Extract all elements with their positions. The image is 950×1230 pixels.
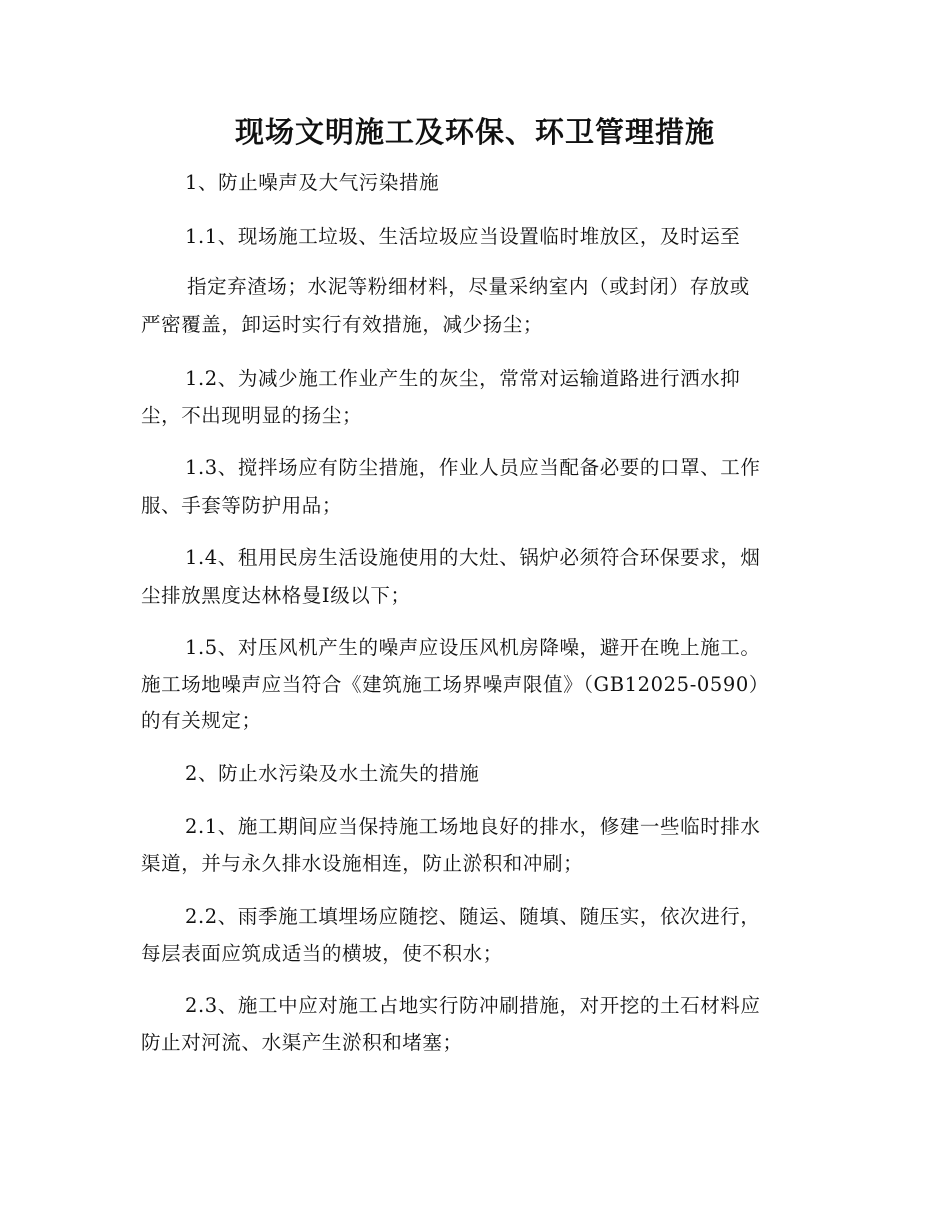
paragraph-line: 严密覆盖，卸运时实行有效措施，减少扬尘；	[141, 313, 544, 336]
paragraph-line: 每层表面应筑成适当的横坡，使不积水；	[141, 942, 503, 965]
paragraph-line: 2.1、施工期间应当保持施工场地良好的排水，修建一些临时排水	[185, 815, 761, 838]
paragraph-line: 1.4、租用民房生活设施使用的大灶、锅炉必须符合环保要求，烟	[185, 546, 761, 569]
paragraph-line: 的有关规定；	[141, 709, 262, 732]
paragraph-line: 服、手套等防护用品；	[141, 494, 343, 517]
document-title: 现场文明施工及环保、环卫管理措施	[234, 115, 715, 149]
paragraph-line: 指定弃渣场；水泥等粉细材料，尽量采纳室内（或封闭）存放或	[187, 275, 750, 298]
paragraph-line: 1.3、搅拌场应有防尘措施，作业人员应当配备必要的口罩、工作	[185, 456, 761, 479]
section-heading-1: 1、防止噪声及大气污染措施	[185, 171, 440, 194]
paragraph-line: 尘排放黑度达林格曼Ⅰ级以下；	[141, 584, 411, 607]
paragraph-line: 2.2、雨季施工填埋场应随挖、随运、随填、随压实，依次进行，	[185, 905, 761, 928]
paragraph-line: 渠道，并与永久排水设施相连，防止淤积和冲刷；	[141, 852, 584, 875]
paragraph-line: 1.5、对压风机产生的噪声应设压风机房降噪，避开在晚上施工。	[185, 636, 761, 659]
paragraph-line: 施工场地噪声应当符合《建筑施工场界噪声限值》（GB12025-0590）	[141, 673, 770, 696]
section-heading-2: 2、防止水污染及水土流失的措施	[185, 762, 480, 785]
paragraph-line: 1.2、为减少施工作业产生的灰尘，常常对运输道路进行洒水抑	[185, 367, 741, 390]
paragraph-line: 防止对河流、水渠产生淤积和堵塞；	[141, 1031, 463, 1054]
paragraph-line: 尘，不出现明显的扬尘；	[141, 404, 363, 427]
paragraph-line: 2.3、施工中应对施工占地实行防冲刷措施，对开挖的土石材料应	[185, 994, 761, 1017]
paragraph-line: 1.1、现场施工垃圾、生活垃圾应当设置临时堆放区，及时运至	[185, 225, 741, 248]
